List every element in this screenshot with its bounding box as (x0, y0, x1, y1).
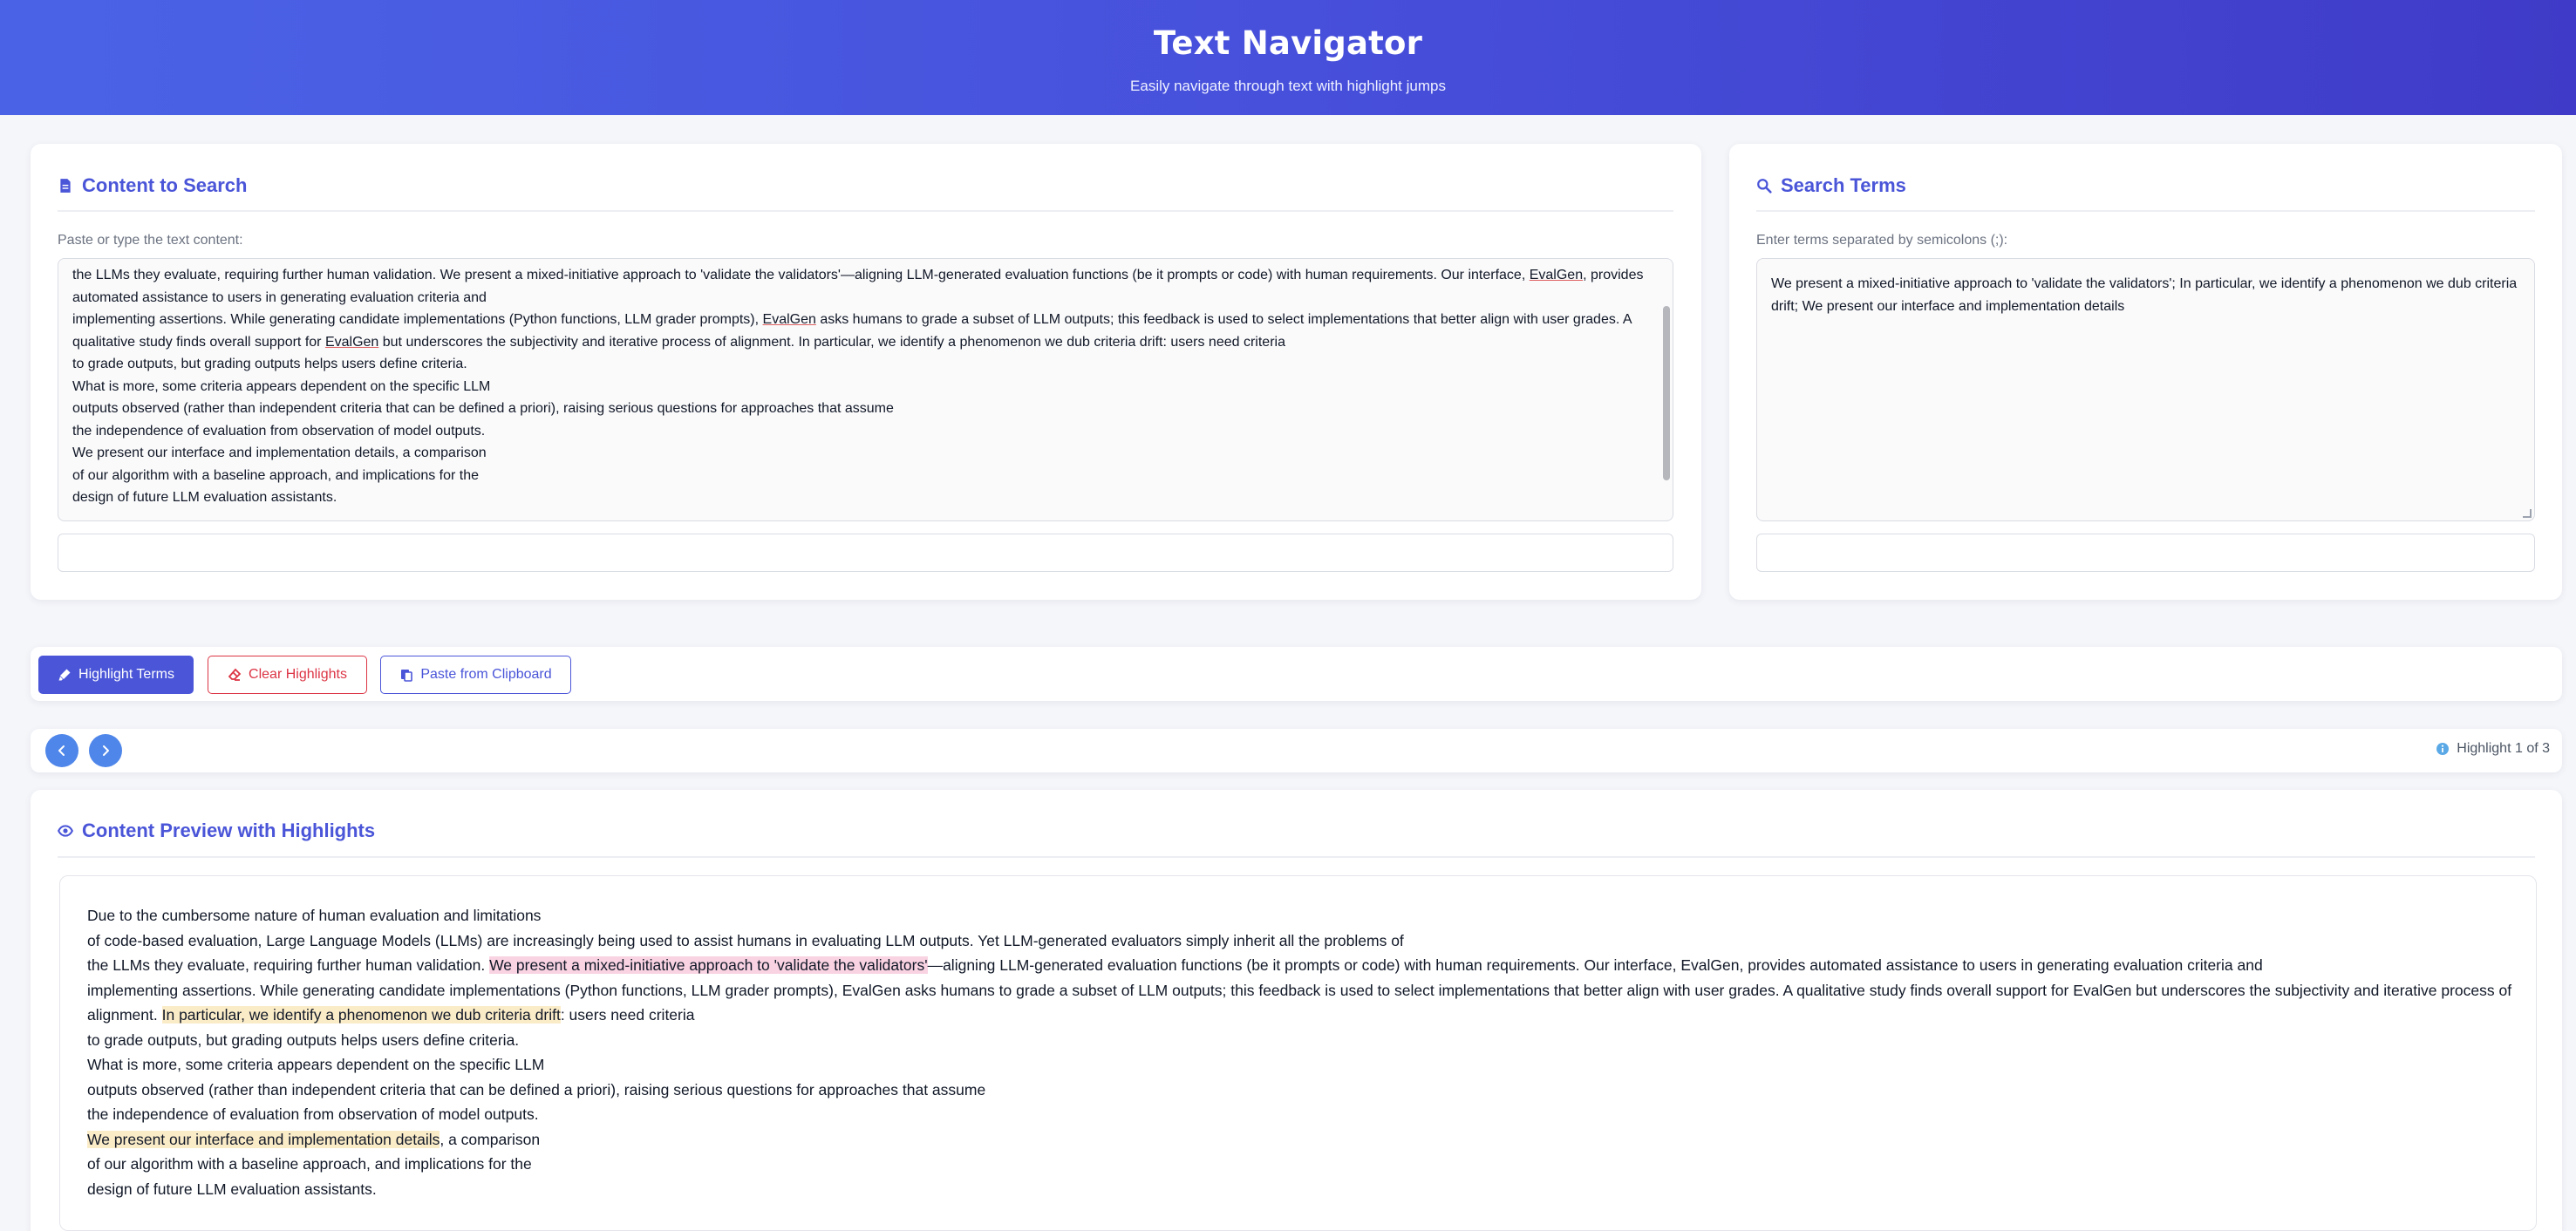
content-scrollbar[interactable] (1663, 306, 1670, 480)
preview-line: Due to the cumbersome nature of human evaluation and limitations (87, 907, 542, 924)
preview-panel-divider (58, 856, 2535, 858)
resize-grip[interactable] (2523, 509, 2532, 518)
search-panel-title: Search Terms (1756, 174, 1906, 197)
content-line: of our algorithm with a baseline approach, and implications for the (72, 467, 480, 483)
content-line: We present our interface and implementation details, a comparison (72, 445, 487, 460)
search-aux-input[interactable] (1756, 534, 2535, 572)
content-panel-title: Content to Search (58, 174, 247, 197)
preview-line: What is more, some criteria appears dependent on the specific LLM (87, 1056, 545, 1073)
content-line: qualitative study finds overall support for EvalGen but underscores the subjectivity and iterative process of alignment. In particular, we identify a phenomenon we dub criteria drift: users need criteria (72, 334, 1285, 350)
search-terms-text: We present a mixed-initiative approach to 'validate the validators'; In particular, we identify a phenomenon we dub criteria drift; We present our interface and implementation details (1771, 276, 2521, 314)
content-panel-divider (58, 210, 1673, 212)
highlight: We present our interface and implementation details (87, 1130, 440, 1148)
search-terms-textarea[interactable] (1756, 258, 2535, 521)
info-icon (2436, 742, 2450, 756)
file-icon (58, 178, 73, 194)
preview-line: implementing assertions. While generating candidate implementations (Python functions, LLM grader prompts), EvalGen asks humans to grade a subset of LLM outputs; this feedback is used to select implementations that better align with user grades. A qualitative study finds overall support for EvalGen but underscores the subjectivity and iterative process of alignment. In particular, we identify a phenomenon we dub criteria drift: users need criteria (87, 981, 2512, 1024)
highlight: In particular, we identify a phenomenon we dub criteria drift (161, 1006, 561, 1024)
content-line: What is more, some criteria appears dependent on the specific LLM (72, 378, 491, 394)
search-icon (1756, 178, 1772, 194)
content-textarea[interactable] (58, 258, 1673, 521)
content-line: the LLMs they evaluate, requiring further human validation. We present a mixed-initiative approach to 'validate the validators'—aligning LLM-generated evaluation functions (be it prompts or code) with human requirements. Our interface, EvalGen, provides (72, 268, 1644, 282)
preview-line: the independence of evaluation from observation of model outputs. (87, 1105, 539, 1123)
highlighter-icon (58, 668, 72, 682)
clipboard-icon (399, 668, 413, 682)
preview-line: We present our interface and implementation details, a comparison (87, 1130, 541, 1148)
search-label: Enter terms separated by semicolons (;): (1756, 233, 2008, 248)
eraser-icon (228, 668, 242, 682)
navigation-bar (31, 729, 2562, 772)
content-line: implementing assertions. While generating candidate implementations (Python functions, LLM grader prompts), EvalGen asks humans to grade a subset of LLM outputs; this feedback is used to select implementations that better align with user grades. A (72, 312, 1632, 327)
highlight-terms-button[interactable]: Highlight Terms (38, 656, 194, 694)
paste-clipboard-button[interactable]: Paste from Clipboard (380, 656, 571, 694)
content-line: automated assistance to users in generating evaluation criteria and (72, 289, 487, 305)
app-header (0, 0, 2576, 115)
preview-line: of code-based evaluation, Large Language Models (LLMs) are increasingly being used to assist humans in evaluating LLM outputs. Yet LLM-generated evaluators simply inherit all the problems of (87, 931, 1404, 949)
chevron-left-icon (56, 745, 68, 757)
preview-line: design of future LLM evaluation assistants. (87, 1180, 377, 1198)
content-aux-input[interactable] (58, 534, 1673, 572)
clear-highlights-button[interactable]: Clear Highlights (208, 656, 367, 694)
content-line: to grade outputs, but grading outputs helps users define criteria. (72, 357, 467, 371)
content-line: the independence of evaluation from observation of model outputs. (72, 423, 486, 439)
next-highlight-button[interactable] (89, 734, 122, 767)
preview-line: the LLMs they evaluate, requiring further human validation. We present a mixed-initiative approach to 'validate the validators'—aligning LLM-generated evaluation functions (be it prompts or code) with human requirements. Our interface, EvalGen, provides automated assistance to users in generating evaluation criteria and (87, 956, 2263, 974)
previous-highlight-button[interactable] (45, 734, 78, 767)
content-line: design of future LLM evaluation assistants. (72, 490, 337, 505)
eye-icon (58, 823, 73, 839)
chevron-right-icon (99, 745, 112, 757)
highlight-counter: Highlight 1 of 3 (2436, 741, 2550, 757)
app-subtitle: Easily navigate through text with highlight jumps (1130, 78, 1446, 94)
preview-panel-title: Content Preview with Highlights (58, 820, 375, 842)
preview-line: outputs observed (rather than independent criteria that can be defined a priori), raising serious questions for approaches that assume (87, 1080, 986, 1098)
preview-content (87, 903, 2520, 1201)
content-label: Paste or type the text content: (58, 233, 243, 248)
content-line: outputs observed (rather than independent criteria that can be defined a priori), raising serious questions for approaches that assume (72, 401, 894, 416)
preview-line: of our algorithm with a baseline approach, and implications for the (87, 1155, 532, 1173)
app-title: Text Navigator (1153, 24, 1423, 62)
content-textarea-text (58, 259, 1673, 514)
search-panel-divider (1756, 210, 2535, 212)
preview-line: to grade outputs, but grading outputs helps users define criteria. (87, 1030, 520, 1049)
current-highlight: We present a mixed-initiative approach to 'validate the validators' (489, 956, 928, 974)
